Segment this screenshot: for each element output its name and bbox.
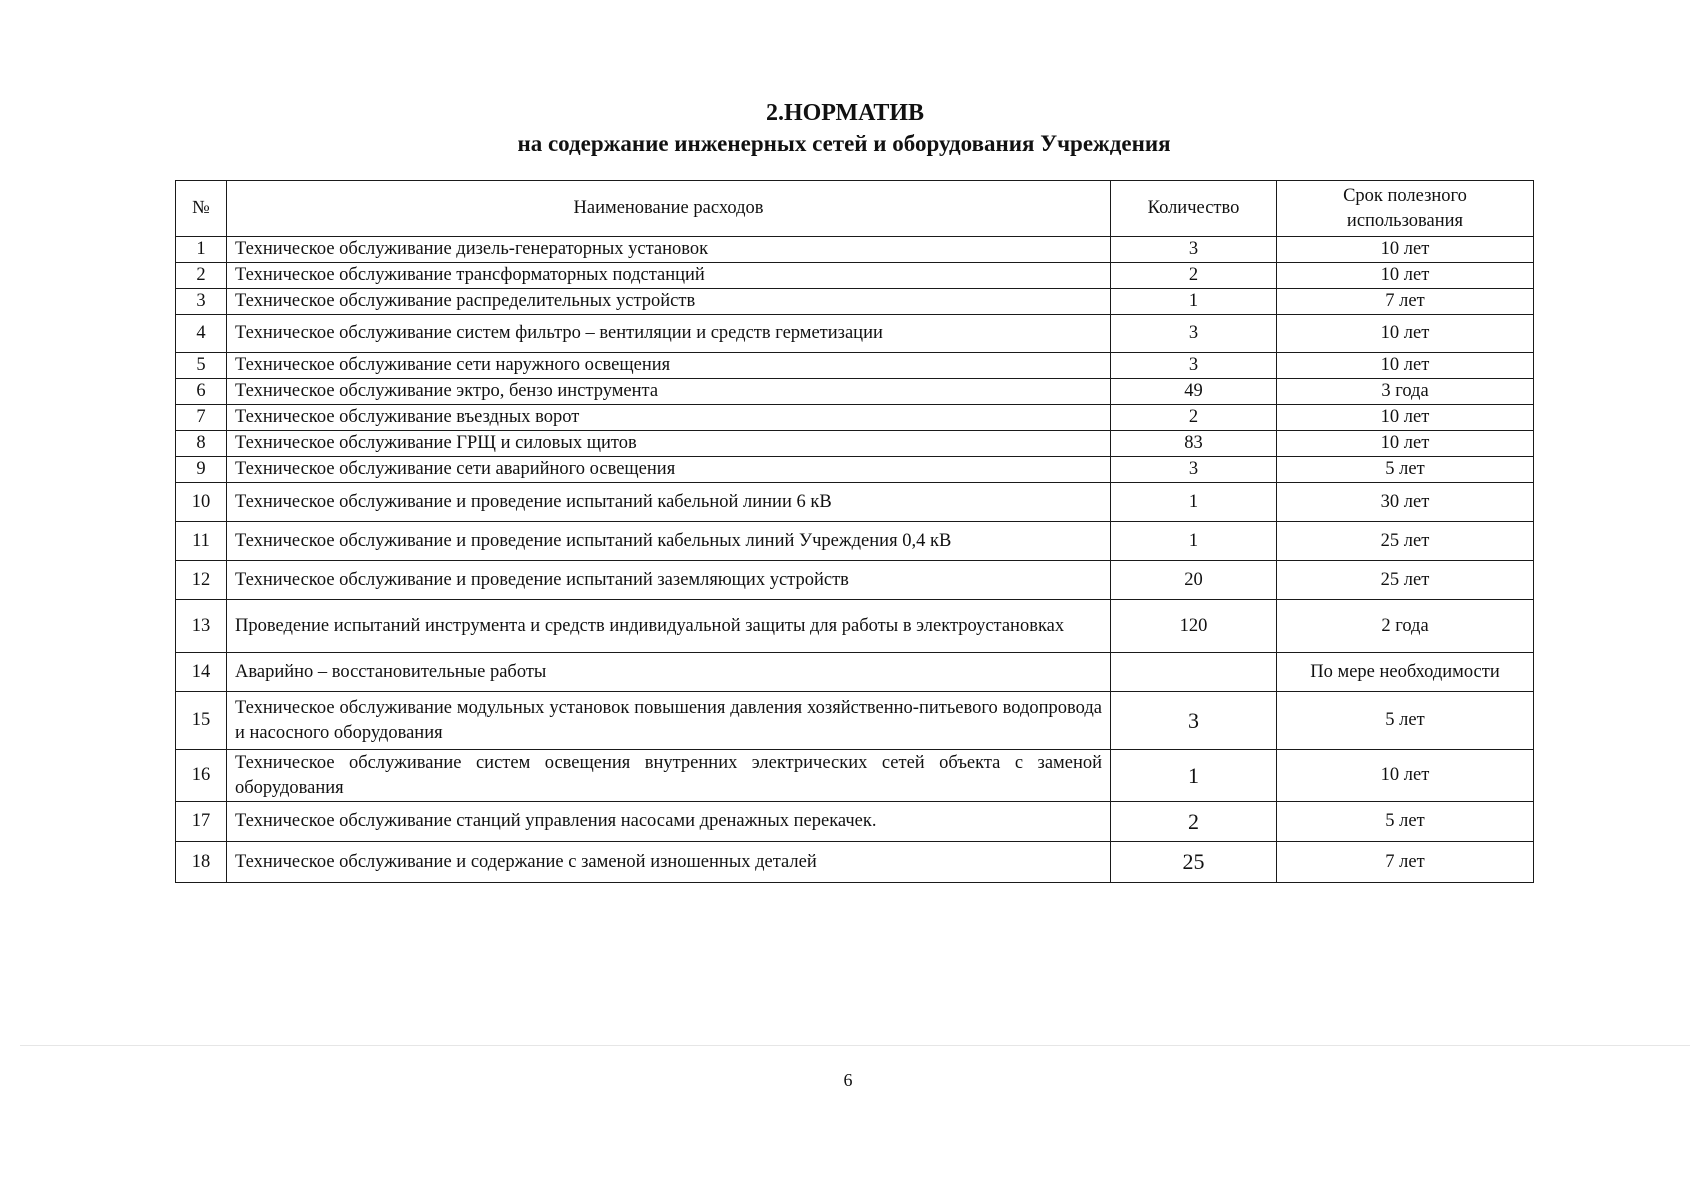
row-qty: 3: [1111, 237, 1277, 263]
table-row: [176, 522, 1534, 561]
row-qty: 83: [1111, 431, 1277, 457]
row-qty: 3: [1111, 315, 1277, 353]
row-num: 2: [176, 263, 227, 289]
row-qty: 1: [1111, 289, 1277, 315]
page-number: 6: [843, 1070, 853, 1090]
row-qty: 20: [1111, 561, 1277, 600]
row-qty: 1: [1111, 522, 1277, 561]
table-row: [176, 653, 1534, 692]
row-name: Техническое обслуживание эктро, бензо инструмента: [227, 379, 1111, 405]
page-separator: [20, 1045, 1690, 1046]
row-life: 7 лет: [1277, 842, 1534, 883]
row-num: 12: [176, 561, 227, 600]
table-row: [176, 600, 1534, 653]
row-life: 10 лет: [1277, 263, 1534, 289]
row-num: 3: [176, 289, 227, 315]
table-row: [176, 405, 1534, 431]
header-qty: Количество: [1111, 181, 1277, 237]
row-num: 11: [176, 522, 227, 561]
row-life: 25 лет: [1277, 522, 1534, 561]
row-qty: 1: [1111, 483, 1277, 522]
row-name: Техническое обслуживание модульных установок повышения давления хозяйственно-питьевого водопровода и насосного оборудования: [227, 692, 1111, 750]
row-qty: 3: [1111, 457, 1277, 483]
row-name: Техническое обслуживание и проведение испытаний кабельных линий Учреждения 0,4 кВ: [227, 522, 1111, 561]
row-num: 7: [176, 405, 227, 431]
row-life: 10 лет: [1277, 315, 1534, 353]
row-name: Техническое обслуживание станций управления насосами дренажных перекачек.: [227, 802, 1111, 842]
row-name: Техническое обслуживание систем освещения внутренних электрических сетей объекта с заменой оборудования: [227, 750, 1111, 802]
row-num: 15: [176, 692, 227, 750]
table-row: [176, 237, 1534, 263]
document-subtitle: на содержание инженерных сетей и оборудования Учреждения: [517, 131, 1171, 156]
row-name: Техническое обслуживание сети аварийного освещения: [227, 457, 1111, 483]
row-name: Техническое обслуживание и проведение испытаний заземляющих устройств: [227, 561, 1111, 600]
row-name: Техническое обслуживание и содержание с заменой изношенных деталей: [227, 842, 1111, 883]
row-name: Техническое обслуживание и проведение испытаний кабельной линии 6 кВ: [227, 483, 1111, 522]
table-row: [176, 802, 1534, 842]
row-qty: 25: [1111, 842, 1277, 883]
table-row: [176, 289, 1534, 315]
row-qty: 2: [1111, 405, 1277, 431]
row-life: 30 лет: [1277, 483, 1534, 522]
row-life: 25 лет: [1277, 561, 1534, 600]
row-qty: 3: [1111, 353, 1277, 379]
row-name: Аварийно – восстановительные работы: [227, 653, 1111, 692]
row-num: 9: [176, 457, 227, 483]
row-life: 10 лет: [1277, 405, 1534, 431]
row-qty: 2: [1111, 802, 1277, 842]
header-num: №: [176, 181, 227, 237]
header-name: Наименование расходов: [227, 181, 1111, 237]
table-row: [176, 353, 1534, 379]
row-life: 10 лет: [1277, 237, 1534, 263]
table-row: [176, 561, 1534, 600]
row-qty: [1111, 653, 1277, 692]
row-life: 5 лет: [1277, 802, 1534, 842]
row-name: Техническое обслуживание распределительных устройств: [227, 289, 1111, 315]
row-life: 5 лет: [1277, 457, 1534, 483]
row-name: Техническое обслуживание систем фильтро – вентиляции и средств герметизации: [227, 315, 1111, 353]
norm-table: [175, 180, 1534, 883]
row-life: 7 лет: [1277, 289, 1534, 315]
header-life: Срок полезного использования: [1277, 181, 1534, 237]
table-row: [176, 379, 1534, 405]
table-row: [176, 431, 1534, 457]
row-num: 18: [176, 842, 227, 883]
row-num: 14: [176, 653, 227, 692]
table-row: [176, 750, 1534, 802]
row-life: 3 года: [1277, 379, 1534, 405]
row-num: 16: [176, 750, 227, 802]
row-life: 10 лет: [1277, 431, 1534, 457]
row-num: 13: [176, 600, 227, 653]
table-row: [176, 457, 1534, 483]
row-num: 4: [176, 315, 227, 353]
row-num: 5: [176, 353, 227, 379]
table-row: [176, 315, 1534, 353]
row-name: Проведение испытаний инструмента и средств индивидуальной защиты для работы в электроустановках: [227, 600, 1111, 653]
table-row: [176, 263, 1534, 289]
row-qty: 120: [1111, 600, 1277, 653]
row-life: По мере необходимости: [1277, 653, 1534, 692]
row-num: 17: [176, 802, 227, 842]
table-header-row: [176, 181, 1534, 237]
row-qty: 1: [1111, 750, 1277, 802]
row-name: Техническое обслуживание въездных ворот: [227, 405, 1111, 431]
row-qty: 2: [1111, 263, 1277, 289]
row-num: 6: [176, 379, 227, 405]
row-name: Техническое обслуживание сети наружного освещения: [227, 353, 1111, 379]
table-row: [176, 842, 1534, 883]
row-life: 2 года: [1277, 600, 1534, 653]
row-name: Техническое обслуживание дизель-генераторных установок: [227, 237, 1111, 263]
row-life: 10 лет: [1277, 353, 1534, 379]
row-life: 10 лет: [1277, 750, 1534, 802]
row-num: 1: [176, 237, 227, 263]
document-title: 2.НОРМАТИВ: [765, 100, 925, 126]
row-qty: 3: [1111, 692, 1277, 750]
row-name: Техническое обслуживание трансформаторных подстанций: [227, 263, 1111, 289]
row-name: Техническое обслуживание ГРЩ и силовых щитов: [227, 431, 1111, 457]
row-qty: 49: [1111, 379, 1277, 405]
row-life: 5 лет: [1277, 692, 1534, 750]
row-num: 10: [176, 483, 227, 522]
table-row: [176, 692, 1534, 750]
row-num: 8: [176, 431, 227, 457]
table-row: [176, 483, 1534, 522]
